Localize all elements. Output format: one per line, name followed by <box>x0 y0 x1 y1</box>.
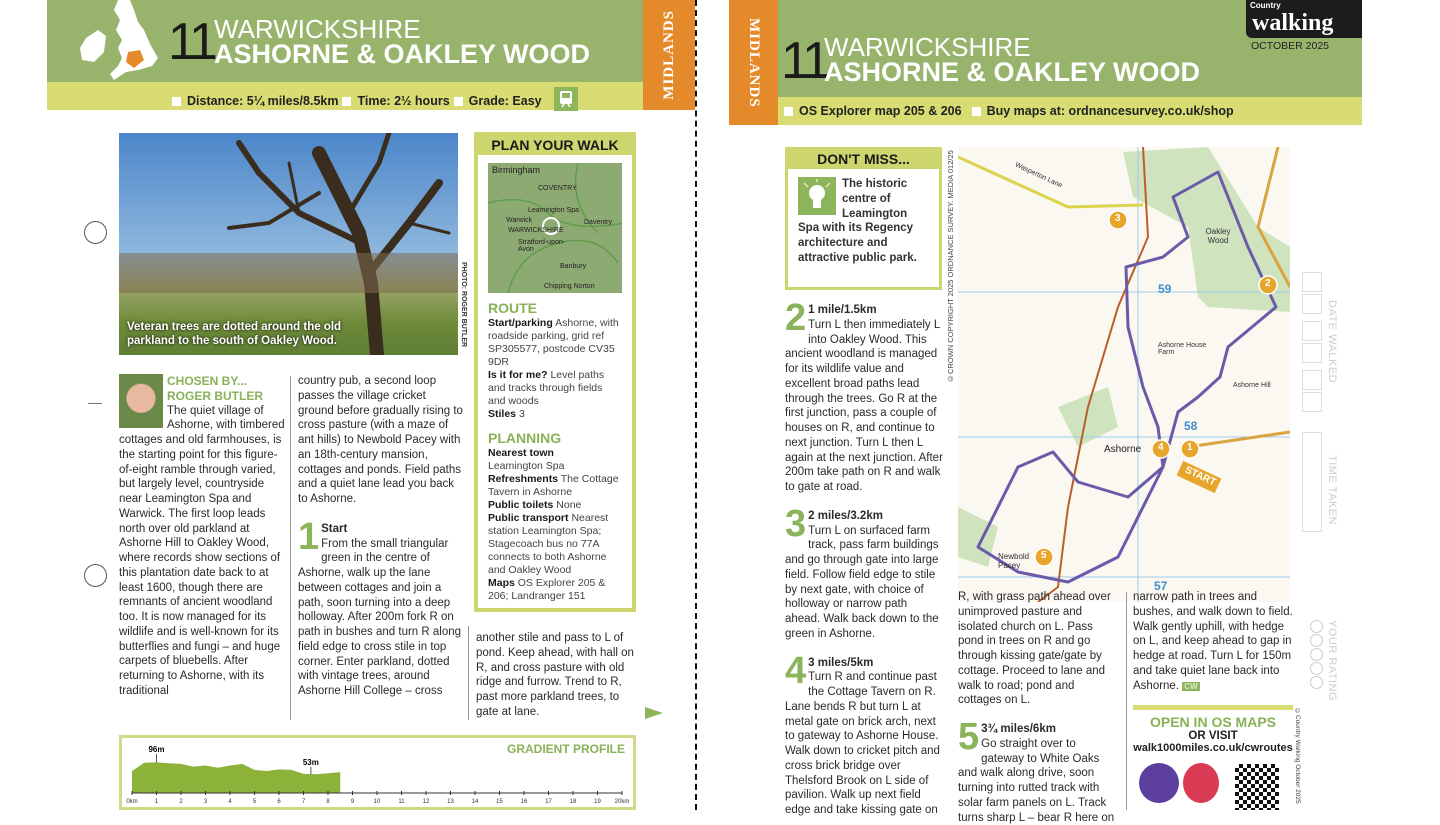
x-tick-label: 14 <box>471 799 479 805</box>
column-divider <box>1126 592 1127 810</box>
x-tick-label: 8 <box>326 799 330 805</box>
qr-code[interactable] <box>1235 764 1279 810</box>
gradient-chart <box>122 738 633 807</box>
step-5-continued: narrow path in trees and bushes, and walk down to field. Walk gently uphill, with hedge on L, and keep ahead to gap in hedge at road. Turn L for 150m and take quiet lane back into Ashorne. <box>1133 591 1293 692</box>
region-tab-right <box>729 0 778 125</box>
planning-label: Refreshments <box>488 473 559 485</box>
binder-mark <box>88 403 102 404</box>
planning-maps <box>488 577 622 603</box>
walk-title: ASHORNE & OAKLEY WOOD <box>214 39 591 69</box>
map-label: WARWICKSHIRE <box>508 227 564 234</box>
chosen-by-label: CHOSEN BY... <box>167 374 248 388</box>
date-box[interactable] <box>1302 370 1322 390</box>
photo-caption: Veteran trees are dotted around the old parkland to the south of Oakley Wood. <box>127 321 342 347</box>
walk-number: 11 <box>168 13 214 71</box>
x-tick-label: 2 <box>179 799 183 805</box>
x-tick-label: 16 <box>520 799 528 805</box>
route-map[interactable] <box>958 147 1290 602</box>
grid-label: 59 <box>1158 282 1172 296</box>
step-1 <box>298 515 464 699</box>
author-name: ROGER BUTLER <box>167 388 263 403</box>
stat-time: Time: 2½ hours <box>357 94 450 108</box>
waypoint-1[interactable]: 1 <box>1187 442 1193 453</box>
step-title: Start <box>321 522 348 535</box>
date-box[interactable] <box>1302 343 1322 363</box>
planning-value: Nearest station Leamington Spa; Stagecoach bus no 77A connects to both Ashorne and Oakley Wood <box>488 512 609 576</box>
column-divider <box>290 376 291 720</box>
os-maps-title[interactable]: OPEN IN OS MAPS <box>1149 714 1277 730</box>
route-label: Start/parking <box>488 317 553 329</box>
waypoint-5[interactable]: 5 <box>1041 550 1047 561</box>
x-tick-label: 0km <box>126 799 138 805</box>
footer-copyright: ©Country Walking October 2025 <box>1294 708 1301 804</box>
os-logo-icon <box>1139 763 1179 803</box>
planning-value: None <box>556 499 582 511</box>
x-tick-label: 13 <box>447 799 454 805</box>
planning-toilets <box>488 499 622 512</box>
binder-hole <box>84 564 107 587</box>
grid-label: 57 <box>1154 579 1168 593</box>
route-value: 3 <box>518 408 525 420</box>
planning-refreshments <box>488 473 622 499</box>
map-info-strip <box>784 104 1234 118</box>
county-title: WARWICKSHIRE <box>824 32 1031 62</box>
column-divider <box>468 626 469 720</box>
low-label: 53m <box>302 758 319 767</box>
intro-text: The quiet village of Ashorne, with timbered cottages and old farmhouses, is the starting point for this figure-of-eight ramble through varied, but largely level, countryside near Leamington Spa and Warwick. The first loop leads north over old parkland at Ashorne Hill to Oakley Wood, where records show sections of this plantation date back to at least 1600, though there are remnants of ancient woodland too. It is now managed for its wildlife and is well-known for its butterflies and fungi – and huge carpets of bluebells. After returning to Ashorne, with its traditional <box>119 404 285 697</box>
date-box[interactable] <box>1302 392 1322 412</box>
route-start <box>488 317 622 369</box>
map-label: Wasperton Lane <box>1013 161 1064 190</box>
os-maps-promo <box>1133 705 1293 810</box>
gradient-title: GRADIENT PROFILE <box>506 742 625 756</box>
os-map-info: OS Explorer map 205 & 206 <box>799 104 962 118</box>
step-4 <box>785 649 943 818</box>
step-number: 1 <box>298 515 320 558</box>
waypoint-2[interactable]: 2 <box>1265 278 1271 289</box>
binder-hole <box>84 221 107 244</box>
dont-miss-text: The historic centre of Leamington Spa with its Regency architecture and attractive public park. <box>798 178 917 264</box>
planning-label: Maps <box>488 577 515 589</box>
rating-star[interactable] <box>1310 620 1323 633</box>
map-label: Oakley Wood <box>1205 227 1231 245</box>
x-tick-label: 3 <box>203 799 208 805</box>
page-fold-line <box>695 0 697 810</box>
step-number: 4 <box>785 649 807 692</box>
region-tab-left <box>643 0 695 110</box>
magazine-logo <box>1246 0 1362 38</box>
planning-label: Public toilets <box>488 499 554 511</box>
stat-distance: Distance: 5¼ miles/8.5km <box>187 94 339 108</box>
issue-date: OCTOBER 2025 <box>1251 40 1330 52</box>
os-maps-or: OR VISIT <box>1188 730 1238 742</box>
lightbulb-icon <box>798 177 836 215</box>
x-tick-label: 4 <box>228 799 232 805</box>
step-text: From the small triangular green in the centre of Ashorne, walk up the lane between cottages and join a path, soon turning into a deep holloway. After 200m fork R on path in bushes and turn R along field edge to cross stile in top corner. Enter parkland, dotted with vintage trees, around Ashorne Hill College – cross <box>298 537 462 697</box>
rating-star[interactable] <box>1310 662 1323 675</box>
train-icon <box>554 87 578 111</box>
date-box[interactable] <box>1302 272 1322 292</box>
walk-stats <box>172 89 578 113</box>
start-marker[interactable]: START <box>1183 464 1218 489</box>
x-tick-label: 9 <box>350 799 355 805</box>
route-label: Stiles <box>488 408 517 420</box>
os-logo-icon <box>1183 763 1219 803</box>
planning-value: Leamington Spa <box>488 460 565 472</box>
time-taken-box[interactable] <box>1302 432 1322 532</box>
continue-arrow-icon <box>645 707 663 719</box>
step-1-continued: another stile and pass to L of pond. Keep ahead, with hall on R, and cross pasture with old ridge and furrow. Trend to R, past more parkland trees, to gate at lane. <box>476 632 634 718</box>
planning-value: OS Explorer 205 & 206; Landranger 151 <box>488 577 606 602</box>
grid-label: 58 <box>1184 419 1198 433</box>
step-text: Turn L on surfaced farm track, pass farm buildings and go through gate into large field. Follow field edge to stile by next gate, with choice of holloway or narrow path ahead. Walk back down to the green in Ashorne. <box>785 524 939 640</box>
county-title: WARWICKSHIRE <box>214 14 421 44</box>
rating-star[interactable] <box>1310 676 1323 689</box>
route-heading: ROUTE <box>488 300 537 316</box>
planning-label: Public transport <box>488 512 569 524</box>
walk-title: ASHORNE & OAKLEY WOOD <box>824 57 1201 87</box>
step-number: 2 <box>785 297 807 339</box>
step-text: Go straight over to gateway to White Oaks and walk along drive, soon turning into rutted track with solar farm panels on L. Track turns sharp L – bear R here on <box>958 737 1115 824</box>
x-tick-label: 11 <box>398 799 405 805</box>
locator-map <box>488 163 622 293</box>
logo-text: walking <box>1252 10 1334 36</box>
walk-photo <box>119 133 458 355</box>
buy-maps-link[interactable]: Buy maps at: ordnancesurvey.co.uk/shop <box>986 104 1234 118</box>
time-taken-label: TIME TAKEN <box>1326 455 1338 525</box>
map-label: Daventry <box>584 219 613 226</box>
photo-credit: PHOTO: ROGER BUTLER <box>460 262 467 348</box>
date-box[interactable] <box>1302 321 1322 341</box>
route-value: Ashorne, with roadside parking, grid ref SP305577, postcode CV35 9DR <box>488 317 619 368</box>
walk-number: 11 <box>781 32 827 90</box>
route-value: Level paths and tracks through fields and woods <box>488 369 605 407</box>
planning-town <box>488 447 622 473</box>
planning-heading: PLANNING <box>488 430 562 446</box>
rating-star[interactable] <box>1310 648 1323 661</box>
step-title: 2 miles/3.2km <box>808 509 883 522</box>
x-tick-label: 6 <box>277 799 281 805</box>
step-4-continued: R, with grass path ahead over unimproved pasture and isolated church on L. Pass pond in trees on R and go through kissing gate/gate by cottage. Proceed to lane and walk to road; pond and cottages on L. <box>958 591 1111 707</box>
x-tick-label: 18 <box>569 799 577 805</box>
your-rating-label: YOUR RATING <box>1326 620 1338 702</box>
x-tick-label: 10 <box>373 799 381 805</box>
map-label: Ashorne <box>1104 444 1142 455</box>
region-label: MIDLANDS <box>660 10 677 100</box>
x-tick-label: 17 <box>545 799 552 805</box>
waypoint-3[interactable]: 3 <box>1115 213 1121 224</box>
region-label: MIDLANDS <box>746 17 762 108</box>
dont-miss-box <box>785 147 942 290</box>
uk-map-icon <box>78 0 168 82</box>
step-2 <box>785 297 943 495</box>
step-text: Turn L then immediately L into Oakley Wood. This ancient woodland is managed for its wildlife value and excellent broad paths lead through the trees. Go R at the first junction, pass a couple of houses on R, and continue to next junction. Turn L then L again at the next junction. After 200m take path on R and walk to gate at road. <box>785 318 943 493</box>
planning-transport <box>488 512 622 577</box>
map-label: COVENTRY <box>538 185 577 192</box>
date-box[interactable] <box>1302 294 1322 314</box>
step-text: Turn R and continue past the Cottage Tavern on R. Lane bends R but turn L at metal gate on brick arch, next to gateway to Ashorne House. Walk down to cricket pitch and cross brick bridge over Thelsford Brook on L side of pavilion. Walk up next field edge and take kissing gate on <box>785 671 940 816</box>
steps-column-1 <box>785 297 943 818</box>
step-title: 3¾ miles/6km <box>981 723 1056 735</box>
x-tick-label: 15 <box>496 799 503 805</box>
peak-label: 96m <box>148 745 165 754</box>
date-walked-label: DATE WALKED <box>1326 300 1338 384</box>
dont-miss-title: DON'T MISS... <box>788 150 939 169</box>
route-stiles <box>488 408 622 421</box>
map-label: Birmingham <box>492 165 541 175</box>
map-label: Stratford-upon-Avon <box>518 239 566 253</box>
x-tick-label: 20km <box>614 799 630 805</box>
step-number: 5 <box>958 716 980 758</box>
map-label: Chipping Norton <box>544 283 595 290</box>
gradient-profile <box>119 735 636 810</box>
waypoint-4[interactable]: 4 <box>1158 442 1164 453</box>
logo-small-text: Country <box>1250 1 1281 10</box>
intro-text-cont: country pub, a second loop passes the village cricket ground before gradually rising to cross pasture (with a maze of ant hills) to Newbold Pacey with an 18th-century mansion, cottages and ponds. Field paths and a quiet lane lead you back to Ashorne. <box>298 375 463 505</box>
intro-column-1 <box>119 374 285 699</box>
end-mark: CW <box>1184 681 1198 691</box>
x-tick-label: 1 <box>154 799 159 805</box>
rating-star[interactable] <box>1310 634 1323 647</box>
steps-column-2 <box>958 590 1120 825</box>
x-tick-label: 7 <box>301 799 306 805</box>
map-label: Banbury <box>560 263 587 270</box>
step-title: 3 miles/5km <box>808 656 874 669</box>
x-tick-label: 19 <box>594 799 601 805</box>
map-label: Leamington Spa <box>528 207 579 214</box>
step-title: 1 mile/1.5km <box>808 304 877 316</box>
stat-grade: Grade: Easy <box>468 94 542 108</box>
planning-label: Nearest town <box>488 447 554 459</box>
step-3 <box>785 502 943 642</box>
step-number: 3 <box>785 502 807 545</box>
route-label: Is it for me? <box>488 369 548 381</box>
route-suitability <box>488 369 622 408</box>
os-maps-url[interactable]: walk1000miles.co.uk/cwroutes <box>1133 742 1293 754</box>
map-label: Ashorne Hill <box>1233 382 1271 389</box>
author-photo <box>119 374 163 428</box>
plan-title: PLAN YOUR WALK <box>478 136 632 155</box>
planning-value: The Cottage Tavern in Ashorne <box>488 473 619 498</box>
intro-column-2 <box>298 374 464 699</box>
steps-column-3 <box>1133 590 1295 694</box>
x-tick-label: 12 <box>422 799 430 805</box>
rating-circles[interactable] <box>1310 620 1323 689</box>
plan-your-walk-box <box>474 132 636 612</box>
map-label: Warwick <box>506 217 533 224</box>
map-label: Newbold Pacey <box>998 552 1030 570</box>
map-label: Ashorne House Farm <box>1158 342 1207 356</box>
map-copyright: ©CROWN COPYRIGHT 2025 ORDNANCE SURVEY. MEDIA 012/25 <box>946 150 955 383</box>
x-tick-label: 5 <box>252 799 257 805</box>
